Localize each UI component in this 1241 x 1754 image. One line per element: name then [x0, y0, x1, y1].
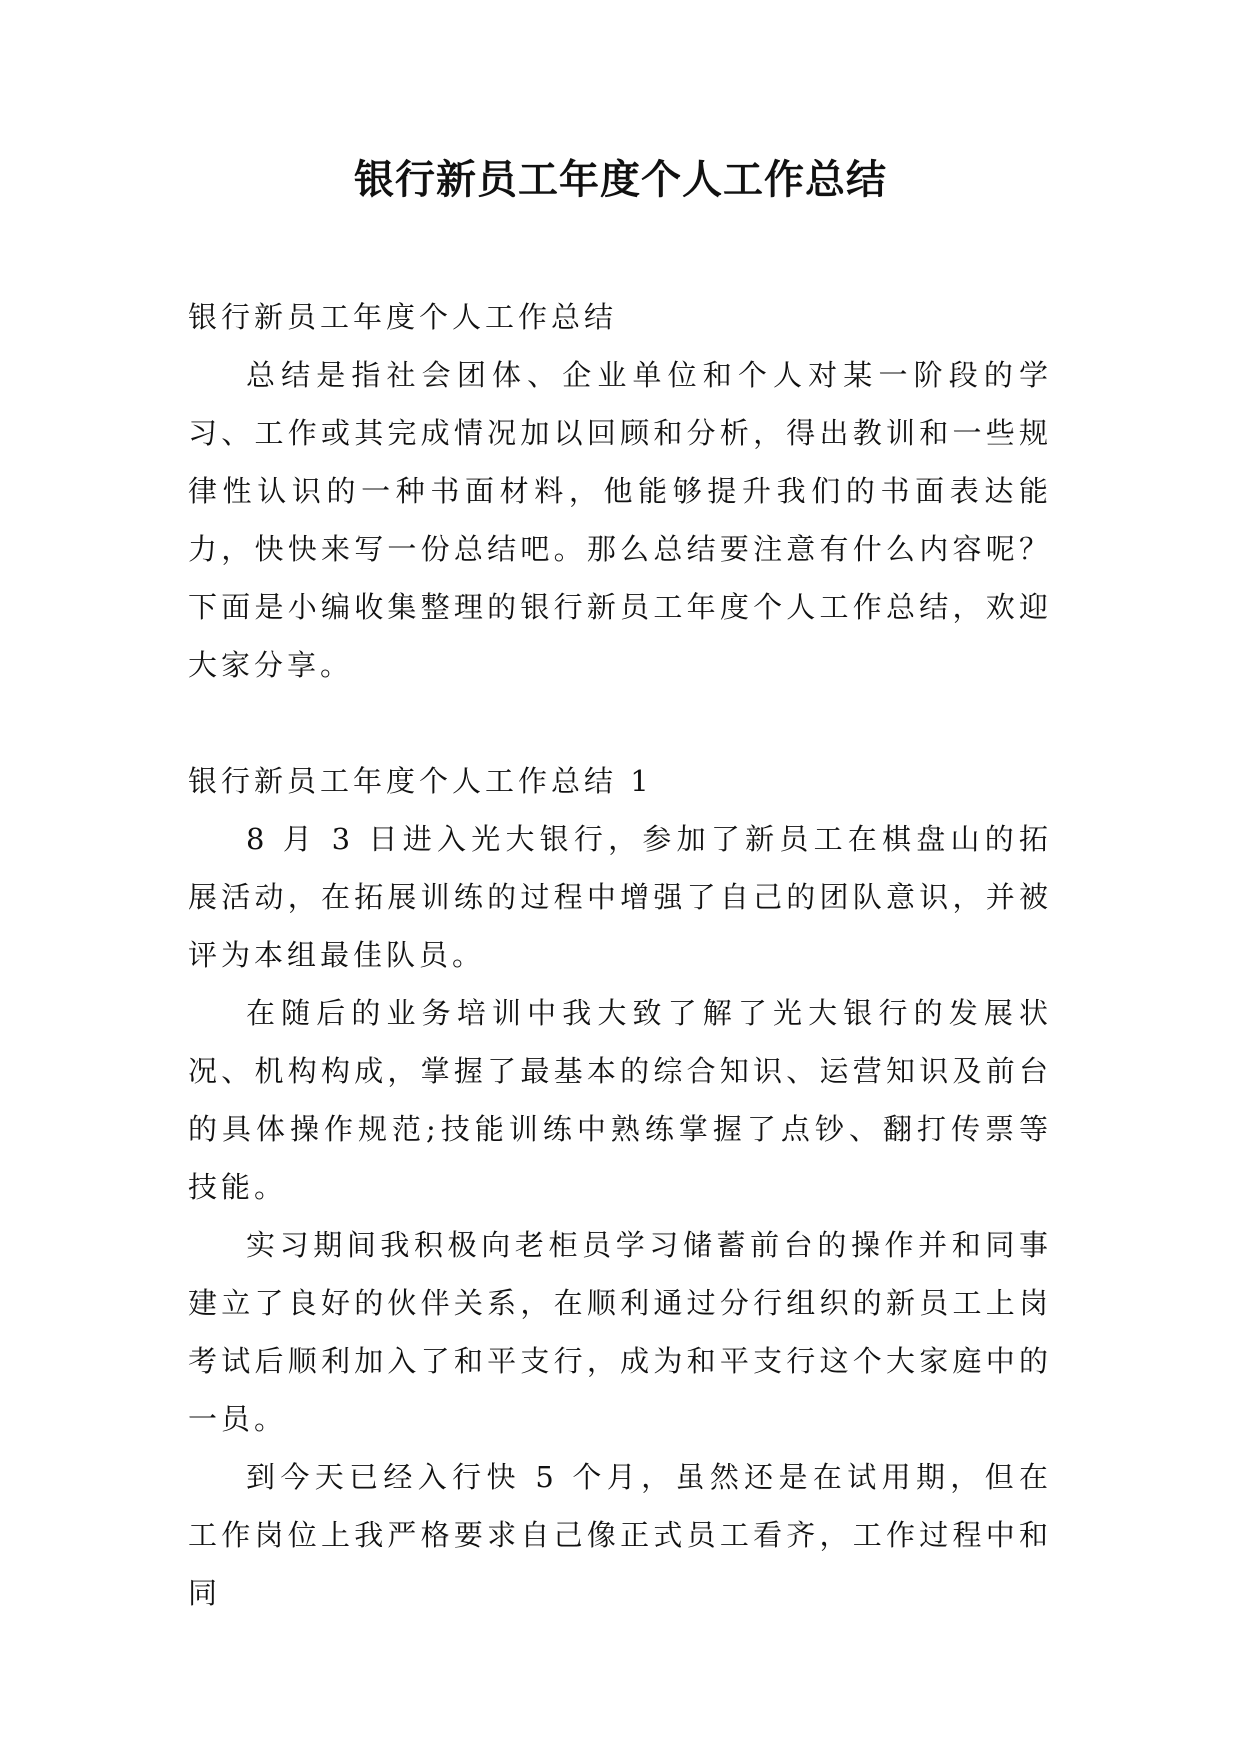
document-title: 银行新员工年度个人工作总结 [354, 157, 887, 203]
intro-heading: 银行新员工年度个人工作总结 [188, 300, 618, 334]
intro-paragraph: 总结是指社会团体、企业单位和个人对某一阶段的学习、工作或其完成情况加以回顾和分析，得出教训和一些规律性认识的一种书面材料，他能够提升我们的书面表达能力，快快来写一份总结吧。那么总结要注意有什么内容呢？下面是小编收集整理的银行新员工年度个人工作总结，欢迎大家分享。 [188, 358, 1052, 682]
body-paragraph-3: 实习期间我积极向老柜员学习储蓄前台的操作并和同事建立了良好的伙伴关系，在顺利通过分行组织的新员工上岗考试后顺利加入了和平支行，成为和平支行这个大家庭中的一员。 [188, 1228, 1052, 1436]
body-paragraph-4: 到今天已经入行快 5 个月，虽然还是在试用期，但在工作岗位上我严格要求自己像正式员工看齐，工作过程中和同 [188, 1460, 1052, 1610]
body-paragraph-1: 8 月 3 日进入光大银行，参加了新员工在棋盘山的拓展活动，在拓展训练的过程中增强了自己的团队意识，并被评为本组最佳队员。 [188, 822, 1052, 972]
section-spacer [188, 694, 1052, 752]
section-heading: 银行新员工年度个人工作总结 1 [188, 764, 653, 798]
document-body [188, 288, 1052, 1622]
body-paragraph-2: 在随后的业务培训中我大致了解了光大银行的发展状况、机构构成，掌握了最基本的综合知识、运营知识及前台的具体操作规范;技能训练中熟练掌握了点钞、翻打传票等技能。 [188, 996, 1052, 1204]
